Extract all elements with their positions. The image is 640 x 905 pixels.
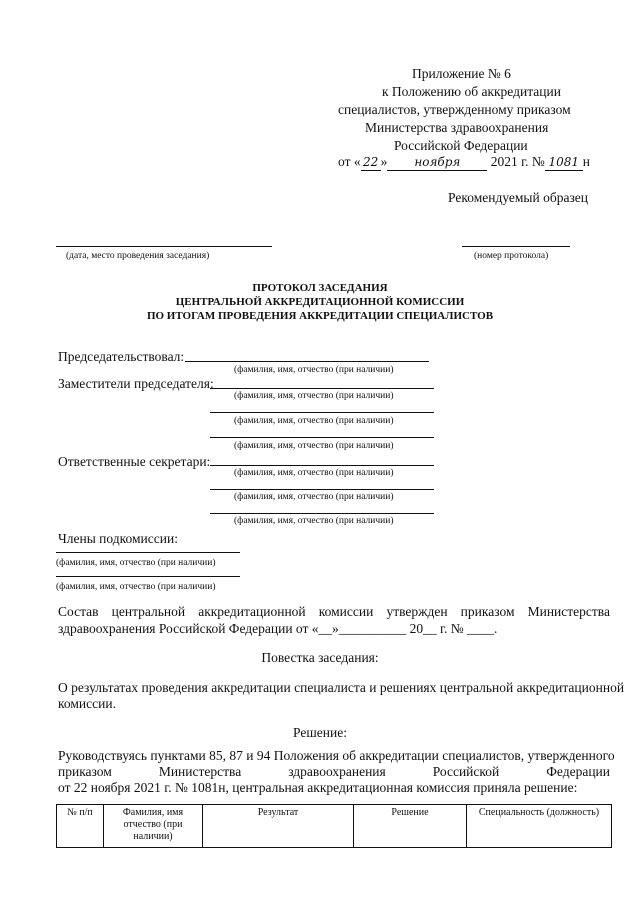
order-number-handwritten: 1081 <box>545 154 583 171</box>
decision-line-3: от 22 ноября 2021 г. № 1081н, центральная аккредитационная комиссия приняла решение: <box>58 780 578 795</box>
deputies-label: Заместители председателя: <box>58 376 214 391</box>
appendix-title: Приложение № 6 <box>412 66 511 81</box>
deputy-line-2 <box>210 412 434 413</box>
order-year: 2021 г. № <box>490 154 545 169</box>
appendix-line-4: Министерства здравоохранения <box>365 120 549 135</box>
protocol-number-line <box>462 246 570 247</box>
composition-line-2: здравоохранения Российской Федерации от «__»__________ 20__ г. № ____. <box>58 621 498 636</box>
deputy-line-3 <box>210 437 434 438</box>
protocol-title-1: ПРОТОКОЛ ЗАСЕДАНИЯ <box>252 282 388 294</box>
order-mid: » <box>380 154 388 169</box>
secretaries-label: Ответственные секретари: <box>58 454 211 469</box>
fio-caption: (фамилия, имя, отчество (при наличии) <box>234 492 394 502</box>
table-header-cell: № п/п <box>57 805 104 848</box>
order-day-handwritten: 22 <box>361 154 381 171</box>
table-header-cell: Специальность (должность) <box>467 805 612 848</box>
table-header-cell: Фамилия, имя отчество (при наличии) <box>104 805 203 848</box>
fio-caption: (фамилия, имя, отчество (при наличии) <box>56 582 216 592</box>
protocol-number-caption: (номер протокола) <box>474 251 549 261</box>
order-month-handwritten: ноября <box>387 154 487 171</box>
member-line-2 <box>56 576 240 577</box>
table-header-row <box>57 805 612 848</box>
agenda-line-1: О результатах проведения аккредитации специалиста и решениях центральной аккредитационной <box>58 680 625 695</box>
member-line-1 <box>56 552 240 553</box>
decision-line-1: Руководствуясь пунктами 85, 87 и 94 Положения об аккредитации специалистов, утвержденного <box>58 748 615 763</box>
secretary-line-1 <box>210 465 434 466</box>
fio-caption: (фамилия, имя, отчество (при наличии) <box>234 365 394 375</box>
order-date-line <box>338 154 590 171</box>
fio-caption: (фамилия, имя, отчество (при наличии) <box>234 391 394 401</box>
secretary-line-2 <box>210 489 434 490</box>
appendix-line-2: к Положению об аккредитации <box>382 84 561 99</box>
chair-label: Председательствовал: <box>58 349 185 364</box>
deputy-line-1 <box>210 388 434 389</box>
decision-line-2: приказом Министерства здравоохранения Российской Федерации <box>58 764 610 779</box>
table-header-cell: Решение <box>354 805 467 848</box>
order-suffix: н <box>582 154 590 169</box>
fio-caption: (фамилия, имя, отчество (при наличии) <box>234 516 394 526</box>
chair-line <box>185 361 429 362</box>
fio-caption: (фамилия, имя, отчество (при наличии) <box>234 468 394 478</box>
fio-caption: (фамилия, имя, отчество (при наличии) <box>234 416 394 426</box>
protocol-title-3: ПО ИТОГАМ ПРОВЕДЕНИЯ АККРЕДИТАЦИИ СПЕЦИАЛИСТОВ <box>146 310 494 322</box>
fio-caption: (фамилия, имя, отчество (при наличии) <box>234 441 394 451</box>
order-prefix: от « <box>338 154 361 169</box>
decision-heading: Решение: <box>293 725 347 740</box>
members-label: Члены подкомиссии: <box>58 531 178 546</box>
date-place-caption: (дата, место проведения заседания) <box>66 251 210 261</box>
appendix-line-3: специалистов, утвержденному приказом <box>338 102 571 117</box>
protocol-title-2: ЦЕНТРАЛЬНОЙ АККРЕДИТАЦИОННОЙ КОМИССИИ <box>175 296 465 308</box>
table-header-cell: Результат <box>203 805 354 848</box>
appendix-line-5: Российской Федерации <box>394 138 528 153</box>
composition-line-1: Состав центральной аккредитационной комиссии утвержден приказом Министерства <box>58 604 610 619</box>
agenda-heading: Повестка заседания: <box>261 650 379 665</box>
secretary-line-3 <box>210 513 434 514</box>
results-table <box>56 804 612 848</box>
fio-caption: (фамилия, имя, отчество (при наличии) <box>56 558 216 568</box>
date-place-line <box>56 246 272 247</box>
recommended-sample: Рекомендуемый образец <box>448 190 589 205</box>
agenda-line-2: комиссии. <box>58 696 116 711</box>
